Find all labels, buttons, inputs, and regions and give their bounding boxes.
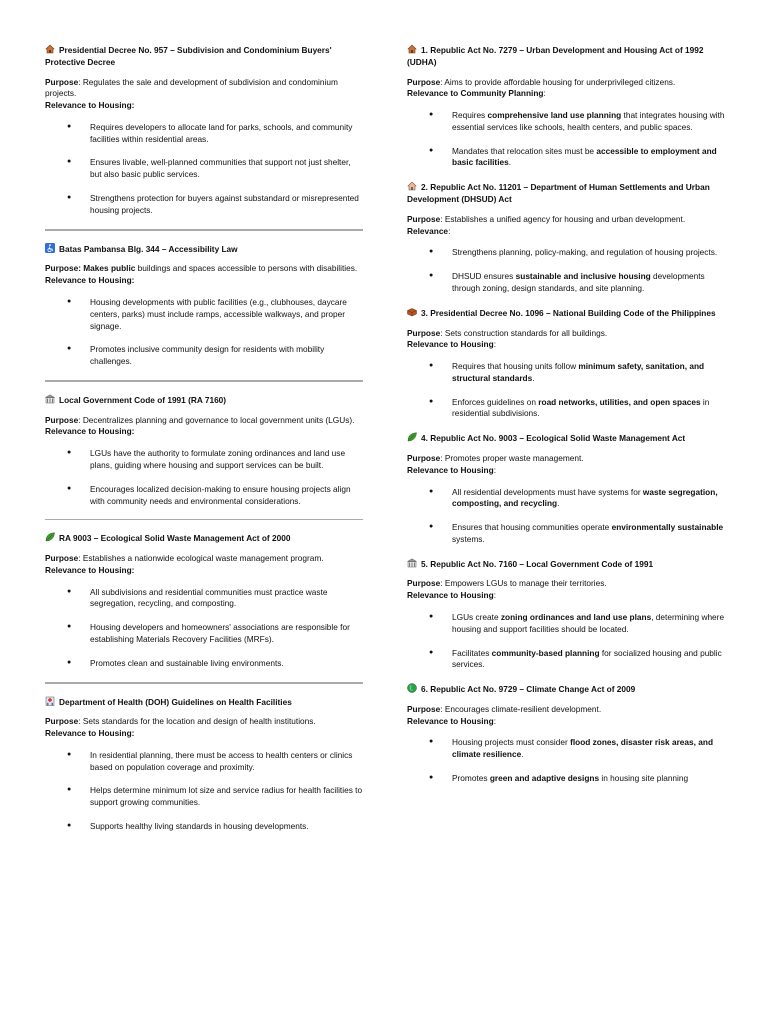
section-divider xyxy=(45,519,363,520)
house-icon xyxy=(407,44,417,54)
purpose-line: Purpose: Establishes a nationwide ecological waste management program. xyxy=(45,553,324,564)
list-item: ● Strengthens protection for buyers against substandard or misrepresented housing projects. xyxy=(45,193,363,217)
purpose-line: Purpose: Decentralizes planning and governance to local government units (LGUs). xyxy=(45,414,355,425)
bullet-list xyxy=(45,750,363,833)
list-item: ● Promotes inclusive community design for residents with mobility challenges. xyxy=(45,344,363,368)
relevance-heading: Relevance to Housing: xyxy=(407,464,496,475)
list-item: ● Requires developers to allocate land for parks, schools, and community facilities within residential areas. xyxy=(45,122,363,146)
house-icon xyxy=(407,181,417,191)
section-bp344 xyxy=(45,243,363,368)
section-title: Department of Health (DOH) Guidelines on Health Facilities xyxy=(45,696,363,709)
section-title: 5. Republic Act No. 7160 – Local Government Code of 1991 xyxy=(407,558,725,571)
wheelchair-icon xyxy=(45,243,55,253)
relevance-heading: Relevance to Housing: xyxy=(45,728,135,739)
globe-icon xyxy=(407,683,417,693)
section-title: RA 9003 – Ecological Solid Waste Management Act of 2000 xyxy=(45,532,363,545)
section-title: Presidential Decree No. 957 – Subdivision and Condominium Buyers' Protective Decree xyxy=(45,45,332,67)
house-icon xyxy=(45,44,55,54)
leaf-icon xyxy=(407,432,417,442)
section-title: 4. Republic Act No. 9003 – Ecological Solid Waste Management Act xyxy=(407,432,725,445)
purpose-line: Purpose: Empowers LGUs to manage their territories. xyxy=(407,578,607,589)
section-lgc xyxy=(45,394,363,507)
list-item: ● All subdivisions and residential communities must practice waste segregation, recycling, and composting. xyxy=(45,587,363,611)
relevance-heading: Relevance to Housing: xyxy=(407,590,496,601)
list-item: ● In residential planning, there must be access to health centers or clinics based on population coverage and proximity. xyxy=(45,750,363,774)
list-item: ● Mandates that relocation sites must be accessible to employment and basic facilities. xyxy=(407,146,725,170)
bullet-list xyxy=(407,737,725,784)
relevance-heading: Relevance to Housing: xyxy=(45,100,135,111)
list-item: ● Requires that housing units follow minimum safety, sanitation, and structural standards. xyxy=(407,361,725,385)
bullet-list xyxy=(407,110,725,169)
list-item: ● Requires comprehensive land use planning that integrates housing with essential services like schools, health centers, and public spaces. xyxy=(407,110,725,134)
section-pd1096 xyxy=(407,307,725,420)
section-ra7279 xyxy=(407,44,725,169)
list-item: ● Housing developments with public facilities (e.g., clubhouses, daycare centers, parks) must include ramps, accessible walkways, and proper signage. xyxy=(45,297,363,332)
brick-icon xyxy=(407,307,417,317)
list-item: ● Supports healthy living standards in housing developments. xyxy=(45,821,363,833)
purpose-line: Purpose: Promotes proper waste management. xyxy=(407,452,584,463)
list-item: ● LGUs create zoning ordinances and land use plans, determining where housing and support facilities should be located. xyxy=(407,612,725,636)
bullet-list xyxy=(45,122,363,217)
section-divider xyxy=(45,229,363,231)
list-item: ● Housing developers and homeowners' associations are responsible for establishing Materials Recovery Facilities (MRFs). xyxy=(45,622,363,646)
list-item: ● All residential developments must have systems for waste segregation, composting, and recycling. xyxy=(407,487,725,511)
bullet-list xyxy=(45,297,363,368)
section-pd957 xyxy=(45,44,363,217)
purpose-line: Purpose: Aims to provide affordable housing for underprivileged citizens. xyxy=(407,76,676,87)
hospital-icon xyxy=(45,696,55,706)
purpose-line: Purpose: Establishes a unified agency for housing and urban development. xyxy=(407,213,686,224)
government-building-icon xyxy=(407,558,417,568)
section-title: Local Government Code of 1991 (RA 7160) xyxy=(45,394,363,407)
list-item: ● Promotes clean and sustainable living environments. xyxy=(45,658,363,670)
section-title: 6. Republic Act No. 9729 – Climate Change Act of 2009 xyxy=(407,683,725,696)
list-item: ● LGUs have the authority to formulate zoning ordinances and land use plans, guiding where housing and support services can be built. xyxy=(45,448,363,472)
bullet-list xyxy=(407,361,725,420)
bullet-list xyxy=(407,612,725,671)
section-title: 1. Republic Act No. 7279 – Urban Development and Housing Act of 1992 (UDHA) xyxy=(407,45,704,67)
relevance-heading: Relevance to Housing: xyxy=(45,564,135,575)
list-item: ● Encourages localized decision-making to ensure housing projects align with community needs and environmental considerations. xyxy=(45,484,363,508)
relevance-heading: Relevance to Housing: xyxy=(45,426,135,437)
bullet-list xyxy=(45,448,363,507)
bullet-list xyxy=(45,587,363,670)
relevance-heading: Relevance to Housing: xyxy=(407,339,496,350)
section-ra9003-left xyxy=(45,532,363,669)
leaf-icon xyxy=(45,532,55,542)
section-divider xyxy=(45,380,363,382)
section-title: 2. Republic Act No. 11201 – Department of Human Settlements and Urban Development (DHSUD) Act xyxy=(407,182,710,205)
section-title: Batas Pambansa Blg. 344 – Accessibility Law xyxy=(45,243,363,256)
list-item: ● Ensures that housing communities operate environmentally sustainable systems. xyxy=(407,522,725,546)
section-doh xyxy=(45,696,363,833)
list-item: ● Ensures livable, well-planned communities that support not just shelter, but also basic public services. xyxy=(45,157,363,181)
section-ra11201 xyxy=(407,181,725,294)
relevance-heading: Relevance to Community Planning: xyxy=(407,88,546,99)
bullet-list xyxy=(407,247,725,294)
list-item: ● Enforces guidelines on road networks, utilities, and open spaces in residential subdivisions. xyxy=(407,397,725,421)
section-ra9003-right xyxy=(407,432,725,545)
left-column xyxy=(45,44,363,845)
section-ra9729 xyxy=(407,683,725,785)
list-item: ● Helps determine minimum lot size and service radius for health facilities to support growing communities. xyxy=(45,785,363,809)
section-ra7160 xyxy=(407,558,725,671)
purpose-line: Purpose: Encourages climate-resilient development. xyxy=(407,703,602,714)
list-item: ● Strengthens planning, policy-making, and regulation of housing projects. xyxy=(407,247,725,259)
relevance-heading: Relevance to Housing: xyxy=(45,275,135,286)
purpose-line: Purpose: Sets standards for the location and design of health institutions. xyxy=(45,716,316,727)
list-item: ● DHSUD ensures sustainable and inclusive housing developments through zoning, design standards, and site planning. xyxy=(407,271,725,295)
list-item: ● Promotes green and adaptive designs in housing site planning xyxy=(407,773,725,785)
purpose-line: Purpose: Sets construction standards for all buildings. xyxy=(407,327,608,338)
list-item: ● Facilitates community-based planning for socialized housing and public services. xyxy=(407,648,725,672)
bullet-list xyxy=(407,487,725,546)
section-divider xyxy=(45,682,363,684)
section-title: 3. Presidential Decree No. 1096 – National Building Code of the Philippines xyxy=(407,307,725,320)
list-item: ● Housing projects must consider flood zones, disaster risk areas, and climate resilience. xyxy=(407,737,725,761)
relevance-heading: Relevance to Housing: xyxy=(407,715,496,726)
right-column xyxy=(407,44,725,797)
purpose-line: Purpose: Makes public buildings and spaces accessible to persons with disabilities. xyxy=(45,263,358,274)
relevance-heading: Relevance: xyxy=(407,225,451,236)
purpose-line: Purpose: Regulates the sale and development of subdivision and condominium projects. xyxy=(45,76,338,99)
government-building-icon xyxy=(45,394,55,404)
